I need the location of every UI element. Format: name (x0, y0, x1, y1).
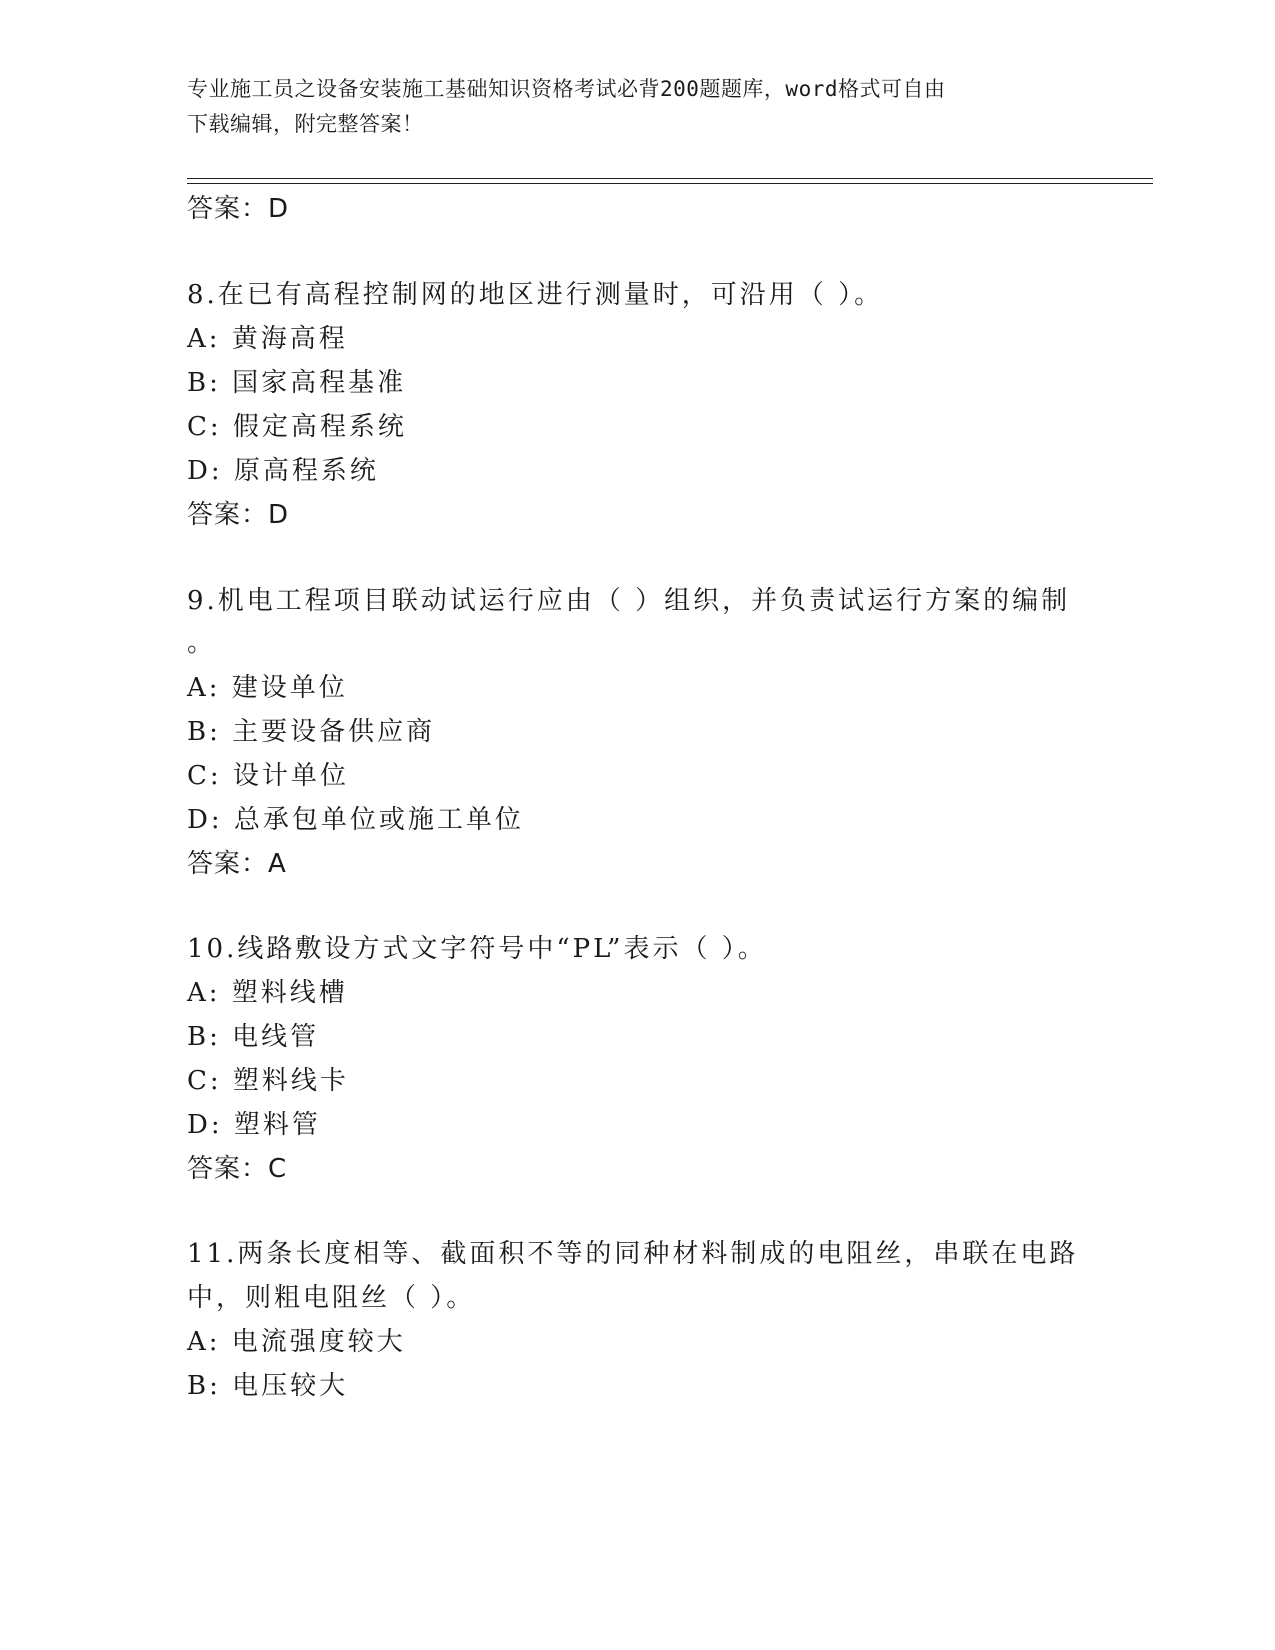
q9-stem-line-1: 9.机电工程项目联动试运行应由（ ）组织，并负责试运行方案的编制 (187, 586, 1071, 616)
q10-answer: 答案：C (187, 1154, 288, 1184)
q10-stem: 10.线路敷设方式文字符号中“PL”表示（ ）。 (187, 934, 767, 964)
header-divider-top (187, 178, 1153, 179)
q10-option-c: C: 塑料线卡 (187, 1066, 349, 1096)
q11-option-b: B: 电压较大 (187, 1371, 349, 1401)
q8-stem: 8.在已有高程控制网的地区进行测量时，可沿用（ ）。 (187, 280, 884, 310)
q8-answer: 答案：D (187, 500, 290, 530)
q9-option-d: D: 总承包单位或施工单位 (187, 805, 524, 835)
q8-option-b: B: 国家高程基准 (187, 368, 407, 398)
q8-option-c: C: 假定高程系统 (187, 412, 407, 442)
q11-option-a: A: 电流强度较大 (187, 1327, 406, 1357)
q9-option-a: A: 建设单位 (187, 673, 348, 703)
header-line-1: 专业施工员之设备安装施工基础知识资格考试必背200题题库，word格式可自由 (187, 77, 946, 101)
q8-option-a: A: 黄海高程 (187, 324, 348, 354)
q11-stem-line-2: 中，则粗电阻丝（ ）。 (187, 1283, 476, 1313)
q11-stem-line-1: 11.两条长度相等、截面积不等的同种材料制成的电阻丝，串联在电路 (187, 1239, 1079, 1269)
q9-stem-line-2: 。 (187, 628, 217, 658)
header-line-2: 下载编辑，附完整答案！ (187, 112, 424, 136)
q10-option-a: A: 塑料线槽 (187, 978, 348, 1008)
q8-option-d: D: 原高程系统 (187, 456, 379, 486)
previous-answer: 答案：D (187, 194, 290, 224)
q10-option-b: B: 电线管 (187, 1022, 320, 1052)
document-header (187, 72, 1067, 142)
q9-answer: 答案：A (187, 849, 287, 879)
q9-option-c: C: 设计单位 (187, 761, 349, 791)
q10-option-d: D: 塑料管 (187, 1110, 321, 1140)
q9-option-b: B: 主要设备供应商 (187, 717, 436, 747)
header-divider-bottom (187, 183, 1153, 184)
